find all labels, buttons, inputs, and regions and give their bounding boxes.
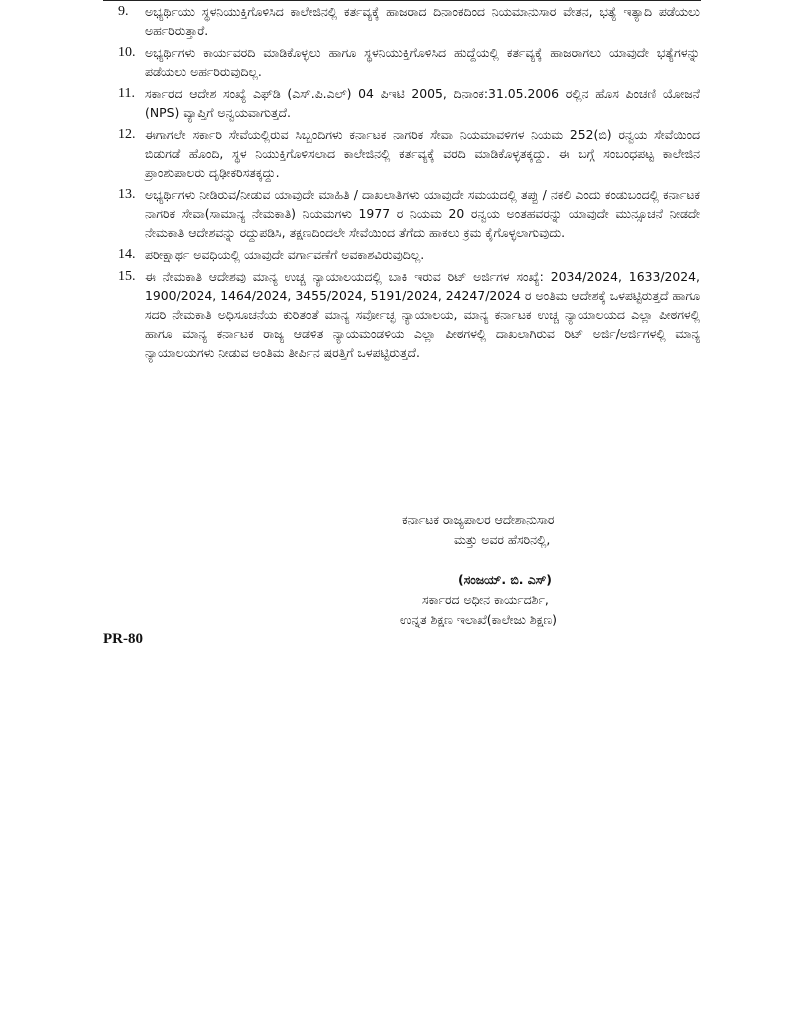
condition-item	[118, 43, 700, 81]
condition-text: ಪರೀಕ್ಷಾರ್ಥ ಅವಧಿಯಲ್ಲಿ ಯಾವುದೇ ವರ್ಗಾವಣೆಗೆ ಅವಕಾಶವಿರುವುದಿಲ್ಲ.	[145, 247, 425, 262]
condition-number: 13.	[118, 187, 136, 202]
condition-item	[118, 245, 700, 264]
signature-block	[396, 510, 696, 630]
page-code: PR-80	[103, 631, 143, 647]
conditions-list	[118, 2, 700, 365]
condition-text: ಅಭ್ಯರ್ಥಿಗಳು ಕಾರ್ಯವರದಿ ಮಾಡಿಕೊಳ್ಳಲು ಹಾಗೂ ಸ್ಥಳನಿಯುಕ್ತಿಗೊಳಿಸಿದ ಹುದ್ದೆಯಲ್ಲಿ ಕರ್ತವ್ಯಕ್ಕೆ ಹಾಜರಾಗಲು ಯಾವುದೇ ಭತ್ಯೆಗಳನ್ನು ಪಡೆಯಲು ಅರ್ಹರಿರುವುದಿಲ್ಲ.	[145, 45, 700, 79]
condition-number: 14.	[118, 247, 136, 262]
condition-text: ಈಗಾಗಲೇ ಸರ್ಕಾರಿ ಸೇವೆಯಲ್ಲಿರುವ ಸಿಬ್ಬಂದಿಗಳು ಕರ್ನಾಟಕ ನಾಗರಿಕ ಸೇವಾ ನಿಯಮಾವಳಿಗಳ ನಿಯಮ 252(ಬಿ) ರನ್ವಯ ಸೇವೆಯಿಂದ ಬಿಡುಗಡೆ ಹೊಂದಿ, ಸ್ಥಳ ನಿಯುಕ್ತಿಗೊಳಿಸಲಾದ ಕಾಲೇಜಿನಲ್ಲಿ ಕರ್ತವ್ಯಕ್ಕೆ ವರದಿ ಮಾಡಿಕೊಳ್ಳತಕ್ಕದ್ದು. ಈ ಬಗ್ಗೆ ಸಂಬಂಧಪಟ್ಟ ಕಾಲೇಜಿನ ಪ್ರಾಂಶುಪಾಲರು ದೃಢೀಕರಿಸತಕ್ಕದ್ದು.	[145, 127, 700, 180]
condition-text: ಸರ್ಕಾರದ ಆದೇಶ ಸಂಖ್ಯೆ ಎಫ್‌ಡಿ (ಎಸ್.ಪಿ.ಎಲ್) 04 ಪಿಇಟಿ 2005, ದಿನಾಂಕ:31.05.2006 ರಲ್ಲಿನ ಹೊಸ ಪಿಂಚಣಿ ಯೋಜನೆ (NPS) ವ್ಯಾಪ್ತಿಗೆ ಅನ್ವಯವಾಗುತ್ತದೆ.	[145, 86, 700, 120]
condition-item	[118, 84, 700, 122]
condition-number: 15.	[118, 269, 136, 284]
condition-number: 11.	[118, 86, 135, 101]
condition-item	[118, 267, 700, 362]
condition-number: 10.	[118, 45, 136, 60]
signatory-department: ಉನ್ನತ ಶಿಕ್ಷಣ ಇಲಾಖೆ(ಕಾಲೇಜು ಶಿಕ್ಷಣ)	[400, 612, 557, 627]
condition-number: 9.	[118, 4, 129, 19]
condition-item	[118, 185, 700, 242]
condition-text: ಅಭ್ಯರ್ಥಿಯು ಸ್ಥಳನಿಯುಕ್ತಿಗೊಳಿಸಿದ ಕಾಲೇಜಿನಲ್ಲಿ ಕರ್ತವ್ಯಕ್ಕೆ ಹಾಜರಾದ ದಿನಾಂಕದಿಂದ ನಿಯಮಾನುಸಾರ ವೇತನ, ಭತ್ಯೆ ಇತ್ಯಾದಿ ಪಡೆಯಲು ಅರ್ಹರಿರುತ್ತಾರೆ.	[145, 4, 700, 38]
condition-text: ಈ ನೇಮಕಾತಿ ಆದೇಶವು ಮಾನ್ಯ ಉಚ್ಚ ನ್ಯಾಯಾಲಯದಲ್ಲಿ ಬಾಕಿ ಇರುವ ರಿಟ್ ಅರ್ಜಿಗಳ ಸಂಖ್ಯೆ: 2034/2024, 1633/2024, 1900/2024, 1464/2024, 3455/2024, 5191/2024, 24247/2024 ರ ಅಂತಿಮ ಆದೇಶಕ್ಕೆ ಒಳಪಟ್ಟಿರುತ್ತದೆ ಹಾಗೂ ಸದರಿ ನೇಮಕಾತಿ ಅಧಿಸೂಚನೆಯ ಕುರಿತಂತೆ ಮಾನ್ಯ ಸರ್ವೋಚ್ಛ ನ್ಯಾಯಾಲಯ, ಮಾನ್ಯ ಕರ್ನಾಟಕ ಉಚ್ಚ ನ್ಯಾಯಾಲಯದ ಎಲ್ಲಾ ಪೀಠಗಳಲ್ಲಿ ಹಾಗೂ ಮಾನ್ಯ ಕರ್ನಾಟಕ ರಾಜ್ಯ ಆಡಳಿತ ನ್ಯಾಯಮಂಡಳಿಯ ಎಲ್ಲಾ ಪೀಠಗಳಲ್ಲಿ ದಾಖಲಾಗಿರುವ ರಿಟ್ ಅರ್ಜಿ/ಅರ್ಜಿಗಳಲ್ಲಿ ಮಾನ್ಯ ನ್ಯಾಯಾಲಯಗಳು ನೀಡುವ ಅಂತಿಮ ತೀರ್ಪಿನ ಷರತ್ತಿಗೆ ಒಳಪಟ್ಟಿರುತ್ತದೆ.	[145, 269, 700, 360]
authority-line-continued: ಮತ್ತು ಅವರ ಹೆಸರಿನಲ್ಲಿ,	[454, 532, 551, 547]
top-rule	[103, 0, 701, 1]
signatory-name: (ಸಂಜಯ್. ಬಿ. ಎಸ್)	[458, 572, 552, 587]
condition-number: 12.	[118, 127, 136, 142]
authority-line: ಕರ್ನಾಟಕ ರಾಜ್ಯಪಾಲರ ಆದೇಶಾನುಸಾರ	[402, 512, 555, 527]
signatory-designation: ಸರ್ಕಾರದ ಅಧೀನ ಕಾರ್ಯದರ್ಶಿ,	[422, 592, 549, 607]
condition-item	[118, 125, 700, 182]
condition-text: ಅಭ್ಯರ್ಥಿಗಳು ನೀಡಿರುವ/ನೀಡುವ ಯಾವುದೇ ಮಾಹಿತಿ / ದಾಖಲಾತಿಗಳು ಯಾವುದೇ ಸಮಯದಲ್ಲಿ ತಪ್ಪು / ನಕಲಿ ಎಂದು ಕಂಡುಬಂದಲ್ಲಿ ಕರ್ನಾಟಕ ನಾಗರಿಕ ಸೇವಾ(ಸಾಮಾನ್ಯ ನೇಮಕಾತಿ) ನಿಯಮಗಳು 1977 ರ ನಿಯಮ 20 ರನ್ವಯ ಅಂತಹವರನ್ನು ಯಾವುದೇ ಮುನ್ಸೂಚನೆ ನೀಡದೇ ನೇಮಕಾತಿ ಆದೇಶವನ್ನು ರದ್ದುಪಡಿಸಿ, ತಕ್ಷಣದಿಂದಲೇ ಸೇವೆಯಿಂದ ತೆಗೆದು ಹಾಕಲು ಕ್ರಮ ಕೈಗೊಳ್ಳಲಾಗುವುದು.	[145, 187, 700, 240]
condition-item	[118, 2, 700, 40]
